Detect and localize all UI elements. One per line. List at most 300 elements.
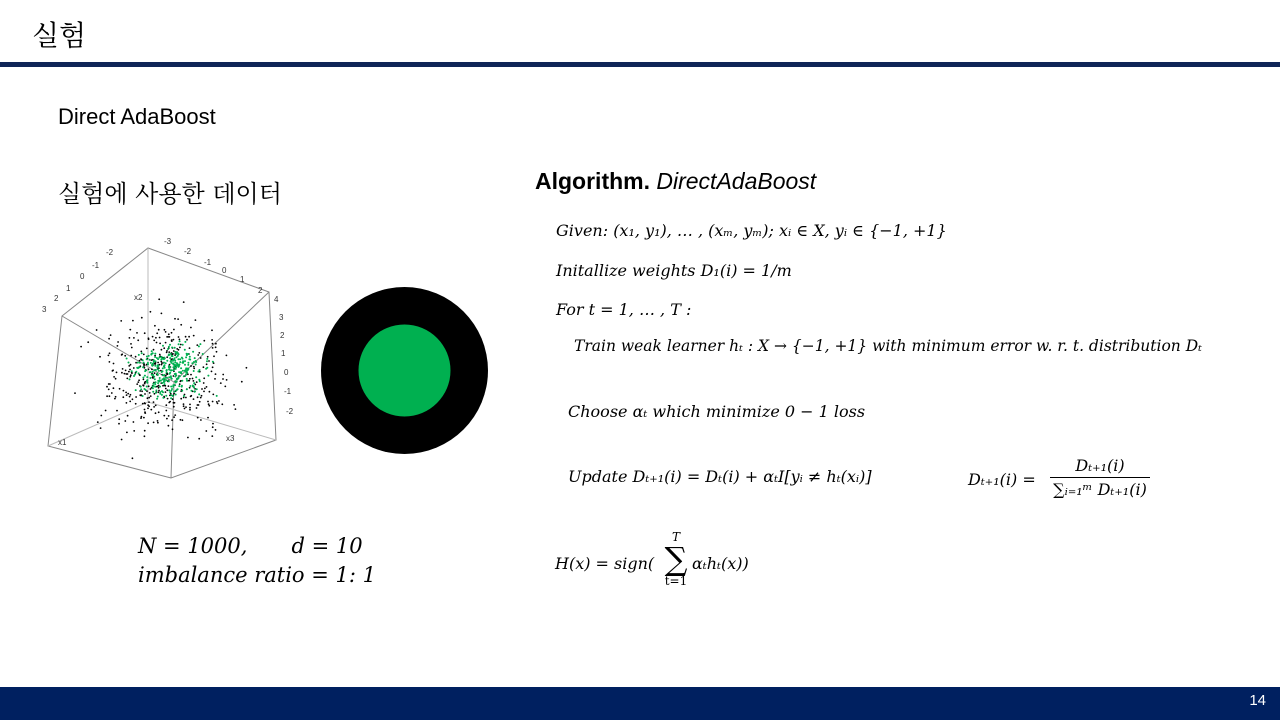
scatter-point <box>178 371 180 373</box>
scatter-point <box>184 364 186 366</box>
scatter-point <box>197 396 199 398</box>
scatter-point <box>133 430 135 432</box>
scatter-point <box>179 375 181 377</box>
scatter-point <box>186 354 188 356</box>
scatter-point <box>158 329 160 331</box>
scatter-point <box>165 391 167 393</box>
scatter-point <box>157 362 159 364</box>
scatter-point <box>140 358 142 360</box>
scatter-point <box>222 374 224 376</box>
scatter-point <box>114 398 116 400</box>
scatter-point <box>185 356 187 358</box>
scatter-point <box>150 395 152 397</box>
scatter-point <box>135 403 137 405</box>
scatter-point <box>213 355 215 357</box>
scatter-point <box>163 365 165 367</box>
scatter-point <box>178 365 180 367</box>
scatter-point <box>194 391 196 393</box>
scatter-point <box>174 318 176 320</box>
scatter-point <box>187 368 189 370</box>
scatter-point <box>203 366 205 368</box>
scatter-point <box>198 393 200 395</box>
scatter-point <box>149 359 151 361</box>
tick-label: 0 <box>80 272 85 281</box>
scatter-point <box>169 357 171 359</box>
scatter-point <box>143 417 145 419</box>
scatter-point <box>133 337 135 339</box>
scatter-point <box>123 390 125 392</box>
scatter-point <box>179 383 181 385</box>
scatter-point <box>161 358 163 360</box>
scatter-point <box>193 366 195 368</box>
scatter-point <box>180 367 182 369</box>
scatter-point <box>189 347 191 349</box>
scatter-point <box>185 336 187 338</box>
scatter-point <box>208 360 210 362</box>
scatter-point <box>169 336 171 338</box>
title-rule <box>0 62 1280 67</box>
scatter-point <box>126 402 128 404</box>
scatter-point <box>124 355 126 357</box>
scatter-point <box>177 318 179 320</box>
scatter-point <box>200 357 202 359</box>
scatter-point <box>195 361 197 363</box>
scatter-point <box>158 390 160 392</box>
scatter-point <box>132 398 134 400</box>
scatter-point <box>181 380 183 382</box>
scatter-point <box>162 370 164 372</box>
scatter-point <box>175 382 177 384</box>
sum-symbol: ∑ <box>664 540 688 578</box>
scatter-point <box>173 339 175 341</box>
normalize-denominator: ∑ᵢ₌₁ᵐ Dₜ₊₁(i) <box>1053 480 1147 499</box>
scatter-point <box>198 352 200 354</box>
scatter-point <box>180 419 182 421</box>
scatter-point <box>168 353 170 355</box>
scatter-point <box>116 372 118 374</box>
loop-line: For t = 1, … , T : <box>556 300 692 319</box>
scatter-point <box>212 361 214 363</box>
scatter-point <box>169 391 171 393</box>
3d-scatter-plot <box>40 232 302 484</box>
scatter-point <box>152 363 154 365</box>
scatter-point <box>148 401 150 403</box>
scatter-point <box>188 336 190 338</box>
scatter-point <box>144 435 146 437</box>
scatter-point <box>183 405 185 407</box>
scatter-point <box>130 374 132 376</box>
scatter-point <box>178 343 180 345</box>
scatter-point <box>206 363 208 365</box>
scatter-point <box>154 325 156 327</box>
scatter-point <box>161 362 163 364</box>
scatter-point <box>199 401 201 403</box>
scatter-point <box>187 362 189 364</box>
scatter-point <box>109 352 111 354</box>
scatter-point <box>178 336 180 338</box>
scatter-point <box>137 339 139 341</box>
scatter-point <box>150 388 152 390</box>
scatter-point <box>226 355 228 357</box>
scatter-point <box>163 357 165 359</box>
scatter-point <box>179 361 181 363</box>
scatter-point <box>159 377 161 379</box>
scatter-point <box>193 380 195 382</box>
scatter-point <box>127 393 129 395</box>
scatter-point <box>226 379 228 381</box>
scatter-point <box>166 418 168 420</box>
scatter-point <box>138 379 140 381</box>
scatter-point <box>212 366 214 368</box>
algorithm-title <box>535 168 816 195</box>
scatter-point <box>128 362 130 364</box>
scatter-point <box>140 388 142 390</box>
scatter-point <box>166 369 168 371</box>
scatter-point <box>206 358 208 360</box>
scatter-point <box>180 344 182 346</box>
scatter-point <box>163 347 165 349</box>
scatter-point <box>153 406 155 408</box>
scatter-point <box>191 390 193 392</box>
scatter-point <box>145 369 147 371</box>
scatter-point <box>157 368 159 370</box>
scatter-point <box>149 377 151 379</box>
scatter-point <box>155 405 157 407</box>
scatter-point <box>200 397 202 399</box>
scatter-point <box>207 356 209 358</box>
scatter-point <box>135 362 137 364</box>
scatter-point <box>130 343 132 345</box>
scatter-point <box>203 340 205 342</box>
scatter-point <box>146 358 148 360</box>
scatter-point <box>170 390 172 392</box>
scatter-point <box>140 386 142 388</box>
scatter-point <box>169 344 171 346</box>
scatter-point <box>212 394 214 396</box>
scatter-point <box>153 349 155 351</box>
scatter-point <box>181 386 183 388</box>
scatter-point <box>211 371 213 373</box>
scatter-point <box>171 355 173 357</box>
scatter-point <box>100 427 102 429</box>
scatter-point <box>150 409 152 411</box>
scatter-point <box>157 358 159 360</box>
scatter-point <box>173 393 175 395</box>
scatter-point <box>173 369 175 371</box>
tick-label: 0 <box>284 368 289 377</box>
scatter-point <box>215 343 217 345</box>
scatter-point <box>184 349 186 351</box>
scatter-point <box>212 347 214 349</box>
scatter-point <box>150 362 152 364</box>
scatter-point <box>174 376 176 378</box>
scatter-point <box>173 402 175 404</box>
scatter-point <box>162 378 164 380</box>
scatter-point <box>136 383 138 385</box>
scatter-point <box>174 360 176 362</box>
scatter-point <box>165 388 167 390</box>
scatter-point <box>224 386 226 388</box>
scatter-point <box>195 376 197 378</box>
scatter-point <box>159 386 161 388</box>
sample-count: N = 1000, <box>138 534 248 558</box>
scatter-point <box>140 351 142 353</box>
scatter-point <box>165 404 167 406</box>
scatter-point <box>129 337 131 339</box>
scatter-point <box>122 396 124 398</box>
scatter-point <box>182 344 184 346</box>
scatter-point <box>206 386 208 388</box>
scatter-point <box>156 366 158 368</box>
tick-label: -1 <box>92 261 100 270</box>
scatter-point <box>153 359 155 361</box>
scatter-point <box>141 352 143 354</box>
scatter-point <box>171 339 173 341</box>
scatter-point <box>139 390 141 392</box>
scatter-point <box>157 391 159 393</box>
scatter-point <box>135 389 137 391</box>
scatter-point <box>207 401 209 403</box>
scatter-point <box>196 388 198 390</box>
scatter-point <box>174 347 176 349</box>
scatter-point <box>204 388 206 390</box>
scatter-point <box>137 381 139 383</box>
scatter-point <box>189 409 191 411</box>
scatter-point <box>197 354 199 356</box>
scatter-point <box>174 362 176 364</box>
scatter-point <box>184 408 186 410</box>
scatter-point <box>189 378 191 380</box>
scatter-point <box>246 367 248 369</box>
scatter-point <box>235 408 237 410</box>
scatter-point <box>212 343 214 345</box>
scatter-point <box>218 400 220 402</box>
scatter-point <box>177 352 179 354</box>
scatter-point <box>97 421 99 423</box>
scatter-point <box>185 397 187 399</box>
scatter-point <box>170 397 172 399</box>
scatter-point <box>140 417 142 419</box>
scatter-point <box>113 363 115 365</box>
scatter-point <box>106 386 108 388</box>
scatter-point <box>155 360 157 362</box>
scatter-point <box>175 366 177 368</box>
scatter-point <box>162 397 164 399</box>
scatter-point <box>151 368 153 370</box>
tick-label: -2 <box>286 407 294 416</box>
scatter-point <box>99 356 101 358</box>
scatter-point <box>186 339 188 341</box>
scatter-point <box>158 357 160 359</box>
scatter-point <box>172 366 174 368</box>
scatter-point <box>193 361 195 363</box>
scatter-point <box>158 387 160 389</box>
scatter-point <box>176 364 178 366</box>
scatter-point <box>241 381 243 383</box>
scatter-point <box>174 414 176 416</box>
scatter-point <box>80 346 82 348</box>
scatter-point <box>137 362 139 364</box>
dataset-parameters <box>138 532 376 590</box>
scatter-point <box>139 360 141 362</box>
scatter-point <box>146 348 148 350</box>
scatter-point <box>168 351 170 353</box>
scatter-point <box>129 329 131 331</box>
scatter-point <box>144 332 146 334</box>
scatter-point <box>201 395 203 397</box>
scatter-point <box>185 406 187 408</box>
scatter-point <box>214 378 216 380</box>
scatter-point <box>150 311 152 313</box>
scatter-point <box>129 396 131 398</box>
scatter-point <box>193 368 195 370</box>
scatter-point <box>110 334 112 336</box>
scatter-point <box>198 438 200 440</box>
scatter-point <box>172 428 174 430</box>
scatter-point <box>151 350 153 352</box>
scatter-point <box>146 376 148 378</box>
scatter-point <box>176 362 178 364</box>
tick-label: -3 <box>164 237 172 246</box>
scatter-point <box>159 379 161 381</box>
scatter-point <box>147 363 149 365</box>
scatter-point <box>189 404 191 406</box>
scatter-point <box>154 353 156 355</box>
scatter-point <box>118 423 120 425</box>
scatter-point <box>165 377 167 379</box>
scatter-point <box>109 383 111 385</box>
scatter-point <box>118 418 120 420</box>
scatter-point <box>142 377 144 379</box>
subtitle: Direct AdaBoost <box>58 104 216 129</box>
scatter-point <box>106 395 108 397</box>
final-rhs: αₜhₜ(x)) <box>692 554 749 573</box>
normalize-lhs: Dₜ₊₁(i) = <box>968 470 1036 489</box>
scatter-point <box>153 401 155 403</box>
scatter-point <box>171 378 173 380</box>
scatter-point <box>156 332 158 334</box>
scatter-point <box>135 371 137 373</box>
scatter-point <box>144 402 146 404</box>
scatter-point <box>147 422 149 424</box>
scatter-point <box>144 409 146 411</box>
scatter-point <box>159 391 161 393</box>
scatter-point <box>157 420 159 422</box>
scatter-point <box>139 362 141 364</box>
scatter-point <box>193 370 195 372</box>
scatter-point <box>117 345 119 347</box>
scatter-point <box>133 367 135 369</box>
scatter-point <box>146 386 148 388</box>
scatter-point <box>185 372 187 374</box>
scatter-point <box>164 329 166 331</box>
tick-label: -1 <box>204 258 212 267</box>
scatter-point <box>109 361 111 363</box>
scatter-point <box>154 383 156 385</box>
scatter-point <box>115 396 117 398</box>
scatter-point <box>125 392 127 394</box>
scatter-point <box>121 439 123 441</box>
scatter-point <box>168 376 170 378</box>
scatter-point <box>125 370 127 372</box>
scatter-point <box>172 353 174 355</box>
scatter-point <box>212 426 214 428</box>
choose-line: Choose αₜ which minimize 0 − 1 loss <box>568 402 866 421</box>
scatter-point <box>171 332 173 334</box>
scatter-point <box>154 356 156 358</box>
scatter-point <box>108 338 110 340</box>
scatter-point <box>129 401 131 403</box>
scatter-point <box>197 371 199 373</box>
scatter-point <box>186 388 188 390</box>
scatter-point <box>215 429 217 431</box>
scatter-point <box>186 380 188 382</box>
scatter-point <box>189 407 191 409</box>
scatter-point <box>144 393 146 395</box>
tick-label: 2 <box>54 294 59 303</box>
scatter-point <box>96 329 98 331</box>
tick-label: 2 <box>280 331 285 340</box>
scatter-point <box>146 381 148 383</box>
footer-bar <box>0 687 1280 720</box>
scatter-point <box>142 366 144 368</box>
scatter-point <box>167 373 169 375</box>
scatter-point <box>142 395 144 397</box>
scatter-point <box>168 385 170 387</box>
scatter-point <box>124 373 126 375</box>
scatter-point <box>152 352 154 354</box>
scatter-point <box>115 378 117 380</box>
scatter-point <box>216 351 218 353</box>
slide-title: 실험 <box>32 19 87 52</box>
scatter-point <box>195 319 197 321</box>
scatter-point <box>108 389 110 391</box>
scatter-point <box>141 390 143 392</box>
scatter-point <box>221 403 223 405</box>
scatter-point <box>141 317 143 319</box>
scatter-points <box>74 298 247 459</box>
scatter-point <box>163 362 165 364</box>
scatter-point <box>139 394 141 396</box>
scatter-point <box>215 373 217 375</box>
train-line: Train weak learner hₜ : X → {−1, +1} with minimum error w. r. t. distribution Dₜ <box>574 337 1202 355</box>
scatter-point <box>156 342 158 344</box>
scatter-point <box>197 404 199 406</box>
scatter-point <box>127 415 129 417</box>
scatter-point <box>153 376 155 378</box>
scatter-point <box>148 397 150 399</box>
scatter-point <box>168 425 170 427</box>
scatter-point <box>126 378 128 380</box>
imbalance-ratio: imbalance ratio = 1: 1 <box>138 563 376 587</box>
scatter-point <box>185 374 187 376</box>
scatter-point <box>170 386 172 388</box>
scatter-point <box>154 365 156 367</box>
scatter-point <box>175 373 177 375</box>
scatter-point <box>207 417 209 419</box>
scatter-point <box>113 376 115 378</box>
scatter-point <box>167 348 169 350</box>
scatter-point <box>135 396 137 398</box>
scatter-point <box>121 372 123 374</box>
scatter-point <box>163 415 165 417</box>
scatter-point <box>124 420 126 422</box>
scatter-point <box>179 358 181 360</box>
scatter-point <box>233 404 235 406</box>
scatter-point <box>172 384 174 386</box>
scatter-point <box>212 423 214 425</box>
init-line: Initallize weights D₁(i) = 1/m <box>556 261 792 280</box>
